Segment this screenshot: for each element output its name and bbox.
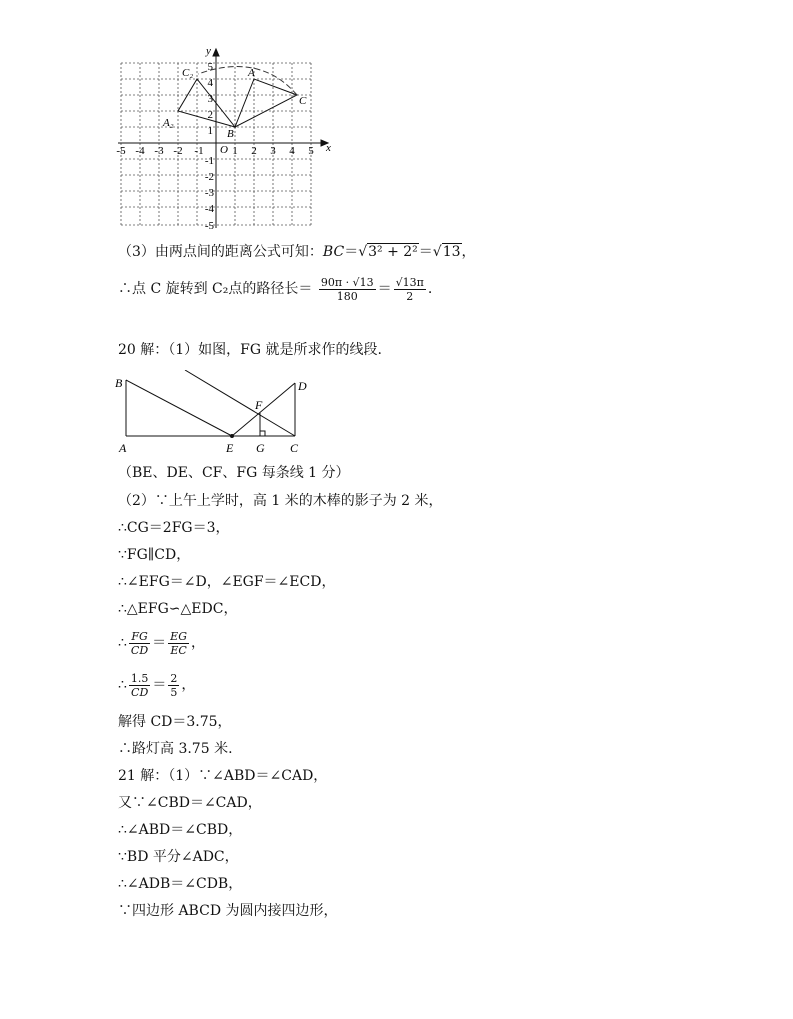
equals: ＝	[418, 244, 433, 260]
y-tick: 5	[207, 61, 213, 73]
fig-label-f: F	[255, 398, 263, 412]
q21-line: ∴∠ABD＝∠CBD，	[118, 822, 243, 838]
fig-label-c: C	[290, 441, 299, 455]
fig-label-g: G	[256, 441, 265, 455]
fig-label-e: E	[226, 441, 234, 455]
q20-line: （2）∵上午上学时，高 1 米的木棒的影子为 2 米，	[118, 493, 443, 509]
q20-line: ∴CG＝2FG＝3，	[118, 520, 230, 536]
q21-line: ∴∠ADB＝∠CDB，	[118, 876, 243, 892]
q21-line: ∵四边形 ABCD 为圆内接四边形，	[118, 903, 338, 919]
x-tick: 1	[232, 145, 238, 157]
axis-x-label: x	[326, 142, 331, 154]
x-tick: 5	[308, 145, 314, 157]
comma: ，	[461, 244, 476, 260]
equals: ＝	[344, 244, 359, 260]
fig-label-b: B	[115, 376, 123, 390]
x-tick: -1	[194, 145, 204, 157]
q20-note: （BE、DE、CF、FG 每条线 1 分）	[118, 465, 350, 481]
point-a2-label: A₂	[163, 117, 174, 129]
q21-line: 21 解：（1）∵∠ABD＝∠CAD，	[118, 768, 328, 784]
point-a-label: A	[248, 67, 255, 79]
q20-title: 20 解：（1）如图，FG 就是所求作的线段.	[118, 342, 382, 358]
period: .	[427, 281, 433, 297]
x-tick: 4	[289, 145, 295, 157]
ratio-fraction: $\frac{2}{5}$	[170, 671, 178, 699]
origin-label: O	[220, 144, 228, 156]
axis-y-label: y	[206, 45, 211, 57]
q3-line1: （3）由两点间的距离公式可知：BC＝√3² + 2²＝√13，	[118, 244, 476, 260]
point-b-label: B	[227, 128, 234, 140]
q20-line: ∴路灯高 3.75 米.	[118, 741, 233, 757]
y-tick: -3	[204, 187, 214, 199]
y-tick: 2	[207, 109, 213, 121]
path-length-result: $\frac{√13\pi}{2}$	[395, 275, 424, 303]
triangle-a2bc2	[178, 79, 235, 127]
radicand-1: 3² + 2²	[368, 244, 418, 260]
coordinate-graph	[110, 40, 340, 235]
q20-ratio-2: ∴ $\frac{1.5}{CD}$ ＝ $\frac{2}{5}$ ，	[118, 671, 196, 699]
fig-label-d: D	[298, 379, 307, 393]
y-tick: -2	[204, 171, 214, 183]
ratio-fraction: $\frac{EG}{EC}$	[170, 629, 187, 657]
x-tick: -2	[173, 145, 183, 157]
ratio-fraction: $\frac{1.5}{CD}$	[130, 671, 149, 699]
y-tick: -4	[204, 203, 214, 215]
q20-line: ∵FG∥CD，	[118, 547, 191, 563]
q20-line: 解得 CD＝3.75，	[118, 714, 232, 730]
q20-ratio-1: ∴ $\frac{FG}{CD}$ ＝ $\frac{EG}{EC}$ ，	[118, 629, 205, 657]
q3-line2-prefix: ∴点 C 旋转到 C₂点的路径长＝	[118, 281, 313, 297]
x-tick: -4	[135, 145, 145, 157]
point-e-dot	[230, 434, 234, 438]
fig-label-a: A	[119, 441, 127, 455]
point-c2-label: C₂	[182, 67, 194, 79]
x-tick: 2	[251, 145, 257, 157]
q3-line2: ∴点 C 旋转到 C₂点的路径长＝ $\frac{90\pi \cdot √13}{180}$ ＝ $\frac{√13\pi}{2}$ .	[118, 275, 433, 303]
x-tick: 3	[270, 145, 276, 157]
q3-line1-prefix: （3）由两点间的距离公式可知：	[118, 244, 323, 260]
x-tick: -3	[154, 145, 164, 157]
q20-line: ∴△EFG∽△EDC，	[118, 601, 238, 617]
y-tick: -5	[204, 220, 214, 232]
y-tick: -1	[204, 155, 214, 167]
path-length-fraction: $\frac{90\pi \cdot √13}{180}$	[320, 275, 374, 303]
q20-line: ∴∠EFG＝∠D，∠EGF＝∠ECD，	[118, 574, 336, 590]
point-c-label: C	[299, 95, 307, 107]
x-tick: -5	[116, 145, 126, 157]
lamp-shadow-figure	[110, 370, 320, 458]
y-tick: 4	[207, 77, 213, 89]
q21-line: 又∵∠CBD＝∠CAD，	[118, 795, 262, 811]
y-tick: 1	[207, 125, 213, 137]
radicand-2: 13	[442, 244, 461, 260]
q21-line: ∵BD 平分∠ADC，	[118, 849, 239, 865]
bc-symbol: BC	[322, 244, 345, 260]
y-tick: 3	[207, 93, 213, 105]
ratio-fraction: $\frac{FG}{CD}$	[130, 629, 149, 657]
